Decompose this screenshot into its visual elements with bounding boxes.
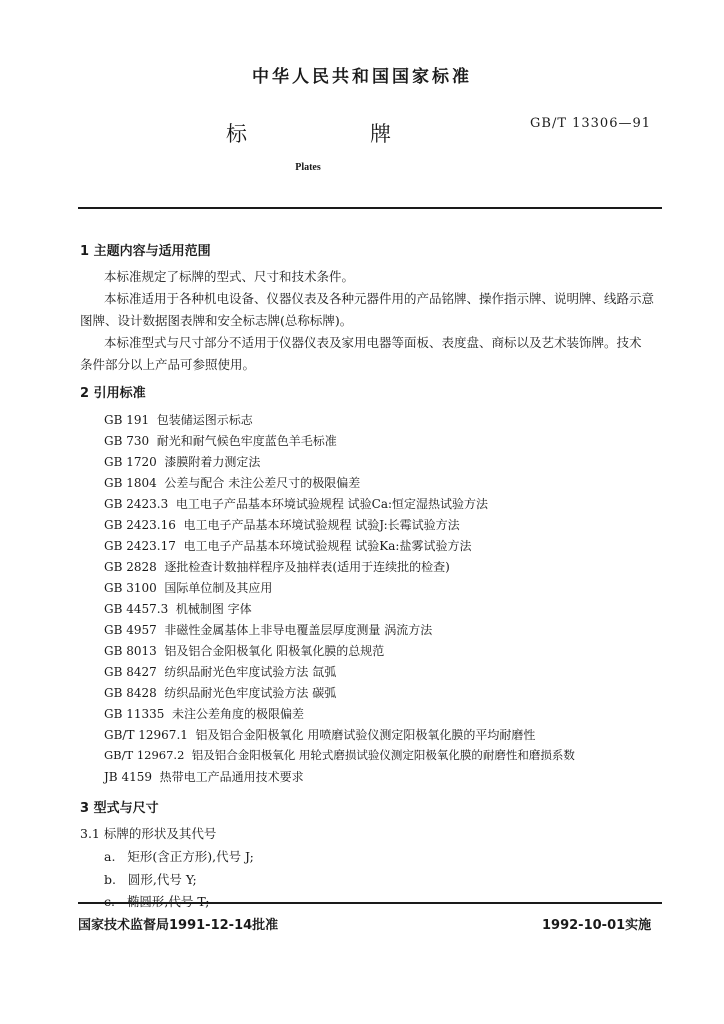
reference-item: [104, 768, 304, 785]
reference-code: GB 730: [104, 434, 150, 448]
standard-number: GB/T 13306—91: [530, 116, 652, 131]
english-title: Plates: [295, 162, 321, 173]
section-2-heading: 2 引用标准: [80, 386, 146, 401]
reference-item: [104, 495, 488, 512]
section-1-paragraph-1: 本标准规定了标牌的型式、尺寸和技术条件。: [104, 269, 355, 284]
document-title-left-char: 标: [226, 122, 247, 146]
reference-title: 铝及铝合金阳极氧化 用喷磨试验仪测定阳极氧化膜的平均耐磨性: [195, 728, 536, 742]
list-marker: a.: [104, 849, 116, 864]
list-text: 圆形,代号 Y;: [127, 872, 197, 887]
reference-title: 纺织品耐光色牢度试验方法 氙弧: [164, 665, 337, 679]
approval-date: 国家技术监督局1991-12-14批准: [78, 918, 279, 933]
reference-code: GB 2423.17: [104, 539, 176, 553]
section-1-paragraph-3-line-1: 本标准型式与尺寸部分不适用于仪器仪表及家用电器等面板、表度盘、商标以及艺术装饰牌。技术: [104, 335, 642, 350]
section-1-paragraph-3-line-2: 条件部分以上产品可参照使用。: [80, 357, 256, 372]
section-1-paragraph-2-line-2: 图牌、设计数据图表牌和安全标志牌(总称标牌)。: [80, 313, 353, 328]
reference-title: 非磁性金属基体上非导电覆盖层厚度测量 涡流方法: [164, 623, 433, 637]
reference-title: 电工电子产品基本环境试验规程 试验J:长霉试验方法: [183, 518, 460, 532]
reference-title: 漆膜附着力测定法: [164, 455, 261, 469]
reference-code: GB 2828: [104, 560, 157, 574]
reference-title: 包装储运图示标志: [156, 413, 253, 427]
reference-code: GB 1804: [104, 476, 157, 490]
reference-code: GB 191: [104, 413, 150, 427]
reference-item: [104, 684, 336, 701]
reference-code: GB/T 12967.1: [104, 728, 188, 742]
footer-divider: [78, 902, 662, 904]
reference-title: 热带电工产品通用技术要求: [159, 770, 304, 784]
header-divider: [78, 207, 662, 209]
reference-item: [104, 537, 471, 554]
list-item: [104, 847, 254, 865]
section-1-paragraph-2-line-1: 本标准适用于各种机电设备、仪器仪表及各种元器件用的产品铭牌、操作指示牌、说明牌、线路示意: [104, 291, 655, 306]
reference-title: 逐批检查计数抽样程序及抽样表(适用于连续批的检查): [164, 560, 450, 574]
list-item: [104, 870, 197, 888]
reference-title: 铝及铝合金阳极氧化 阳极氧化膜的总规范: [164, 644, 385, 658]
reference-item: [104, 474, 360, 491]
reference-code: GB 2423.16: [104, 518, 176, 532]
reference-title: 铝及铝合金阳极氧化 用轮式磨损试验仪测定阳极氧化膜的耐磨性和磨损系数: [191, 748, 575, 762]
reference-code: JB 4159: [104, 770, 152, 784]
reference-item: [104, 726, 535, 743]
reference-title: 机械制图 字体: [175, 602, 252, 616]
implementation-date: 1992-10-01实施: [542, 918, 652, 933]
document-title-right-char: 牌: [370, 122, 391, 146]
reference-code: GB 4457.3: [104, 602, 169, 616]
section-3-1-heading: 3.1 标牌的形状及其代号: [80, 826, 217, 841]
reference-title: 未注公差角度的极限偏差: [172, 707, 305, 721]
reference-item: [104, 579, 272, 596]
reference-item: [104, 411, 253, 428]
reference-code: GB 8428: [104, 686, 157, 700]
list-marker: b.: [104, 872, 116, 887]
reference-code: GB 1720: [104, 455, 157, 469]
reference-item: [104, 621, 432, 638]
reference-title: 公差与配合 未注公差尺寸的极限偏差: [164, 476, 361, 490]
list-item: [104, 892, 209, 910]
reference-item: [104, 432, 337, 449]
reference-item: [104, 747, 575, 763]
section-3-heading: 3 型式与尺寸: [80, 801, 159, 816]
reference-title: 电工电子产品基本环境试验规程 试验Ca:恒定湿热试验方法: [175, 497, 489, 511]
national-standard-title: 中华人民共和国国家标准: [252, 67, 472, 87]
reference-title: 纺织品耐光色牢度试验方法 碳弧: [164, 686, 337, 700]
reference-code: GB 2423.3: [104, 497, 169, 511]
reference-title: 国际单位制及其应用: [164, 581, 273, 595]
reference-item: [104, 558, 450, 575]
reference-item: [104, 642, 384, 659]
reference-item: [104, 663, 336, 680]
reference-item: [104, 705, 304, 722]
reference-item: [104, 453, 260, 470]
reference-code: GB 8013: [104, 644, 157, 658]
list-text: 矩形(含正方形),代号 J;: [127, 849, 254, 864]
reference-code: GB/T 12967.2: [104, 748, 185, 762]
reference-title: 电工电子产品基本环境试验规程 试验Ka:盐雾试验方法: [183, 539, 472, 553]
reference-title: 耐光和耐气候色牢度蓝色羊毛标准: [156, 434, 337, 448]
reference-code: GB 11335: [104, 707, 165, 721]
reference-item: [104, 600, 252, 617]
section-1-heading: 1 主题内容与适用范围: [80, 244, 211, 259]
reference-code: GB 3100: [104, 581, 157, 595]
reference-item: [104, 516, 460, 533]
reference-code: GB 8427: [104, 665, 157, 679]
reference-code: GB 4957: [104, 623, 157, 637]
